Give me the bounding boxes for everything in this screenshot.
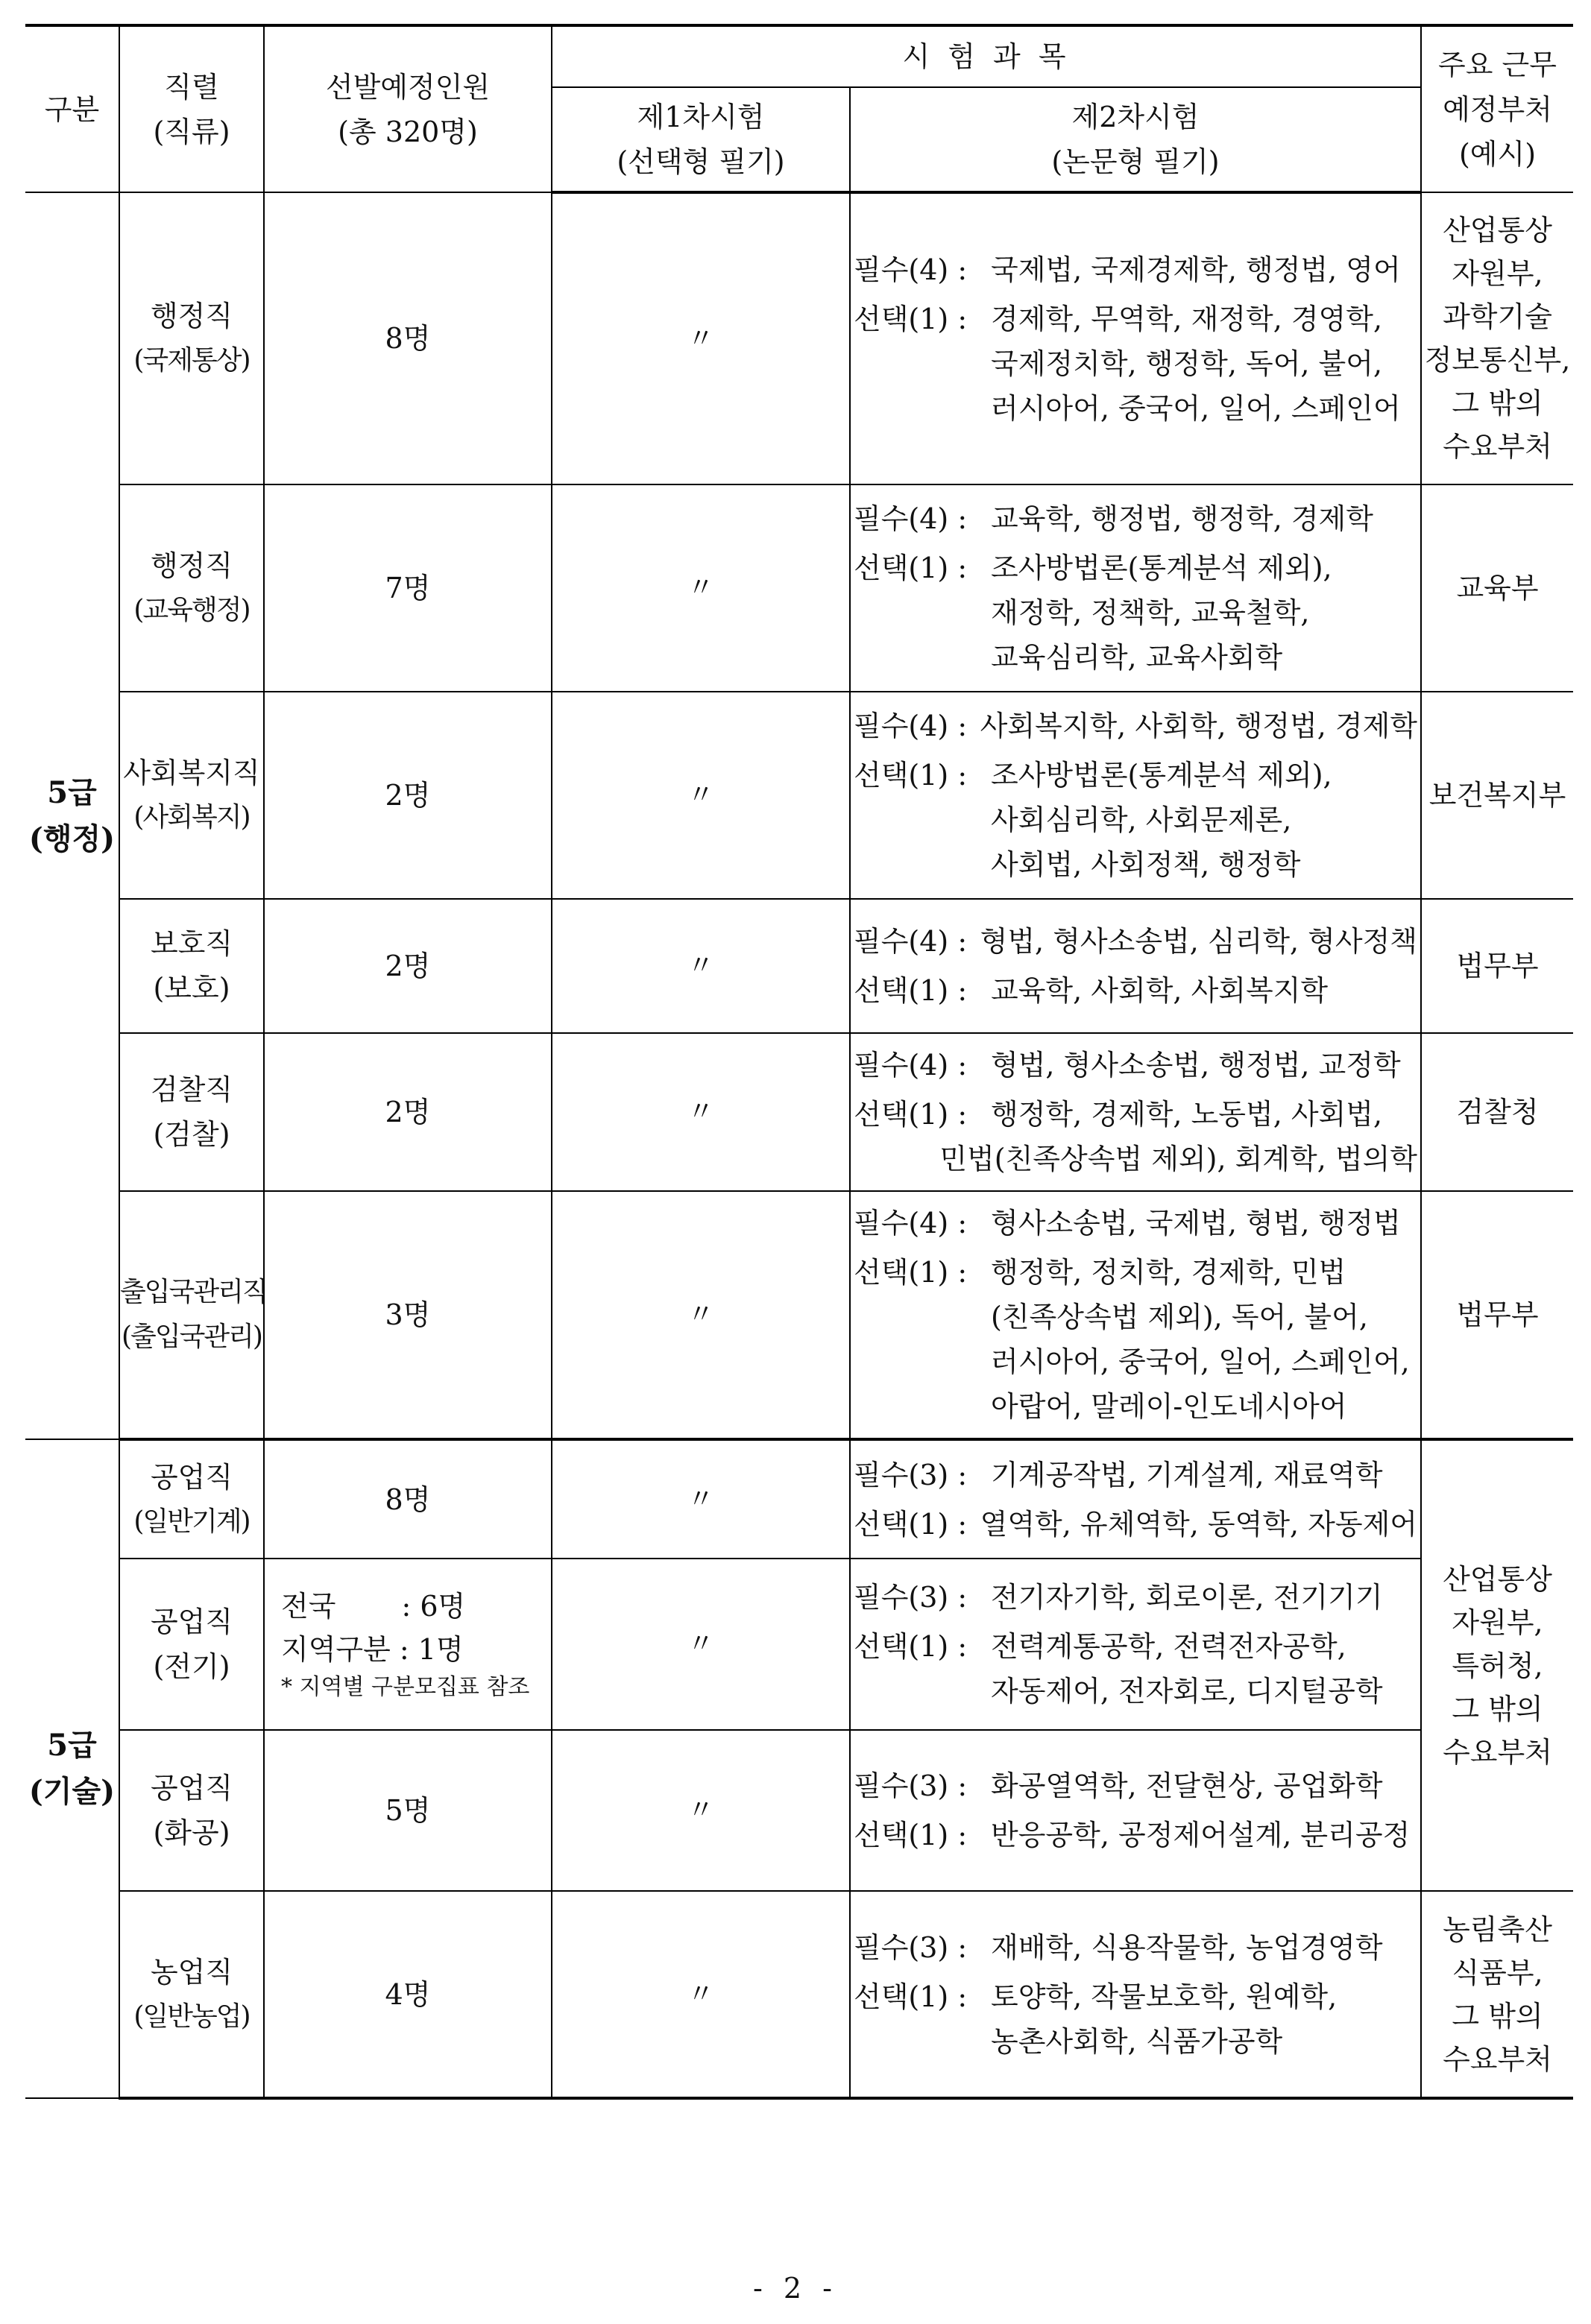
exam-line	[854, 1974, 1417, 2019]
exam-label: 필수(3) :	[854, 1930, 968, 1964]
dept-line: 수요부처	[1443, 1735, 1552, 1769]
exam-label: 선택(1) :	[854, 302, 968, 335]
exam-line	[854, 1137, 1417, 1181]
exam-line	[854, 341, 1417, 386]
exam-subjects: 전력계통공학, 전력전자공학,	[991, 1630, 1346, 1663]
table-row	[25, 692, 1573, 899]
selection-cell: 8명	[264, 1439, 552, 1559]
header-series-line2: (직류)	[153, 115, 230, 148]
first-exam-cell: 〃	[552, 484, 850, 692]
second-exam-cell	[850, 1439, 1421, 1559]
series-line: 검찰직	[150, 1073, 233, 1106]
second-exam-cell	[850, 692, 1421, 899]
series-line: 보호직	[150, 927, 233, 960]
dept-line: 농림축산	[1443, 1913, 1552, 1946]
dept-line: 검찰청	[1456, 1096, 1539, 1128]
grade-cell	[25, 192, 119, 1439]
exam-line	[854, 635, 1417, 680]
exam-label: 선택(1) :	[854, 1819, 968, 1851]
series-cell	[119, 1559, 264, 1730]
exam-line	[854, 1624, 1417, 1669]
dept-cell	[1421, 1033, 1573, 1191]
table-row	[25, 899, 1573, 1033]
exam-label: 선택(1) :	[854, 1256, 968, 1289]
elective-subjects	[854, 968, 1417, 1013]
selection-note: * 지역별 구분모집표 참조	[281, 1674, 530, 1700]
second-exam-cell	[850, 899, 1421, 1033]
exam-label	[854, 1669, 991, 1714]
dept-line: 보건복지부	[1428, 779, 1566, 812]
dept-line: 교육부	[1456, 572, 1539, 604]
dept-line: 그 밖의	[1452, 1692, 1543, 1725]
exam-line	[854, 1092, 1417, 1137]
first-exam-cell: 〃	[552, 692, 850, 899]
exam-label	[854, 1137, 939, 1181]
required-subjects	[854, 496, 1417, 541]
dept-line: 수요부처	[1443, 430, 1552, 463]
required-subjects	[854, 919, 1417, 964]
exam-subjects: 러시아어, 중국어, 일어, 스페인어,	[991, 1345, 1410, 1378]
header-first-exam	[552, 87, 850, 192]
exam-label: 선택(1) :	[854, 974, 968, 1007]
dept-line: 산업통상	[1443, 214, 1552, 247]
series-line: (일반기계)	[133, 1506, 250, 1537]
selection-cell	[264, 1559, 552, 1730]
elective-subjects	[854, 1502, 1417, 1547]
selection-cell: 2명	[264, 899, 552, 1033]
page-number: - 2 -	[752, 2272, 838, 2305]
exam-label: 필수(3) :	[854, 1458, 968, 1491]
dept-line: 자원부,	[1452, 257, 1543, 290]
exam-subjects: 기계공작법, 기계설계, 재료역학	[991, 1458, 1383, 1491]
exam-line	[854, 2019, 1417, 2064]
selection-cell: 4명	[264, 1891, 552, 2098]
grade-line: (기술)	[28, 1774, 116, 1809]
exam-label	[854, 798, 991, 842]
series-cell	[119, 484, 264, 692]
required-subjects	[854, 247, 1417, 292]
exam-line	[854, 968, 1417, 1013]
header-selection-line2: (총 320명)	[338, 115, 478, 148]
exam-line	[854, 919, 1417, 964]
selection-line: 지역구분 : 1명	[281, 1633, 464, 1666]
exam-subjects: 전기자기학, 회로이론, 전기기기	[991, 1581, 1383, 1614]
first-exam-cell: 〃	[552, 1559, 850, 1730]
exam-label	[854, 2019, 991, 2064]
exam-line	[854, 1043, 1417, 1087]
series-line: (화공)	[153, 1816, 230, 1849]
exam-line	[854, 590, 1417, 635]
dept-cell	[1421, 1891, 1573, 2098]
series-line: 공업직	[150, 1460, 233, 1494]
dept-cell	[1421, 899, 1573, 1033]
exam-line	[854, 496, 1417, 541]
table-row	[25, 1033, 1573, 1191]
required-subjects	[854, 1453, 1417, 1497]
exam-subjects: 국제법, 국제경제학, 행정법, 영어	[991, 253, 1401, 286]
dept-cell-shared	[1421, 1439, 1573, 1891]
exam-label	[854, 386, 991, 431]
exam-line	[854, 1925, 1417, 1970]
required-subjects	[854, 1763, 1417, 1808]
grade-cell	[25, 1439, 119, 2098]
dept-line: 그 밖의	[1452, 1999, 1543, 2033]
exam-label: 선택(1) :	[854, 1980, 968, 2013]
table-row	[25, 1439, 1573, 1559]
exam-subjects: 조사방법론(통계분석 제외),	[991, 759, 1332, 792]
header-dept-line3: (예시)	[1458, 137, 1537, 171]
header-dept	[1421, 25, 1573, 192]
header-second-exam	[850, 87, 1421, 192]
exam-line	[854, 386, 1417, 431]
first-exam-cell: 〃	[552, 899, 850, 1033]
series-line: (사회복지)	[133, 802, 250, 833]
exam-line	[854, 798, 1417, 842]
selection-cell: 8명	[264, 192, 552, 484]
table-row	[25, 484, 1573, 692]
series-cell	[119, 899, 264, 1033]
header-category: 구분	[25, 25, 119, 192]
exam-label	[854, 341, 991, 386]
series-cell	[119, 1191, 267, 1439]
second-exam-cell	[850, 1559, 1421, 1730]
exam-subjects: 아랍어, 말레이-인도네시아어	[991, 1390, 1347, 1423]
series-line: (출입국관리)	[122, 1322, 262, 1352]
elective-subjects	[854, 1624, 1417, 1714]
exam-subjects: 민법(친족상속법 제외), 회계학, 법의학	[939, 1143, 1418, 1175]
exam-label	[854, 635, 991, 680]
exam-line	[854, 1669, 1417, 1714]
selection-cell: 5명	[264, 1730, 552, 1891]
required-subjects	[854, 704, 1417, 748]
dept-line: 법무부	[1456, 1298, 1539, 1331]
series-cell	[119, 1439, 264, 1559]
selection-cell: 7명	[264, 484, 552, 692]
first-exam-cell: 〃	[552, 1891, 850, 2098]
elective-subjects	[854, 1092, 1417, 1181]
exam-label: 필수(4) :	[854, 253, 968, 286]
header-selection	[264, 25, 552, 192]
exam-line	[854, 842, 1417, 887]
first-exam-cell: 〃	[552, 1191, 850, 1439]
table-row	[25, 1891, 1573, 2098]
exam-label: 필수(3) :	[854, 1581, 968, 1614]
exam-subjects: 반응공학, 공정제어설계, 분리공정	[991, 1819, 1411, 1851]
exam-label: 필수(4) :	[854, 710, 968, 742]
table-body	[25, 192, 1573, 2098]
series-line: 행정직	[150, 300, 233, 332]
exam-line	[854, 753, 1417, 798]
required-subjects	[854, 1575, 1417, 1620]
exam-subjects: 화공열역학, 전달현상, 공업화학	[991, 1769, 1383, 1802]
header-first-line1: 제1차시험	[637, 101, 765, 133]
exam-label: 필수(4) :	[854, 502, 968, 535]
series-line: (국제통상)	[133, 345, 250, 376]
exam-line	[854, 1250, 1417, 1295]
exam-subjects: 토양학, 작물보호학, 원예학,	[991, 1980, 1338, 2013]
elective-subjects	[854, 297, 1417, 431]
grade-line: 5급	[47, 1728, 97, 1763]
exam-subjects: 러시아어, 중국어, 일어, 스페인어	[991, 391, 1401, 425]
dept-line: 정보통신부,	[1424, 344, 1571, 376]
exam-line	[854, 1339, 1417, 1384]
exam-label: 선택(1) :	[854, 1098, 968, 1131]
first-exam-cell: 〃	[552, 1439, 850, 1559]
grade-line: (행정)	[28, 821, 116, 856]
dept-line: 식품부,	[1452, 1956, 1543, 1989]
exam-label: 선택(1) :	[854, 552, 968, 584]
series-cell	[119, 1730, 264, 1891]
dept-line: 특허청,	[1452, 1649, 1543, 1682]
exam-line	[854, 546, 1417, 590]
header-selection-line1: 선발예정인원	[325, 70, 491, 104]
recruitment-table-sheet	[25, 24, 1573, 2100]
exam-label: 선택(1) :	[854, 1507, 968, 1541]
header-subjects: 시 험 과 목	[552, 25, 1421, 87]
first-exam-cell: 〃	[552, 1033, 850, 1191]
elective-subjects	[854, 1813, 1417, 1857]
second-exam-cell	[850, 484, 1421, 692]
grade-line: 5급	[47, 774, 97, 810]
series-line: (일반농업)	[133, 2001, 250, 2032]
series-line: (검찰)	[153, 1118, 230, 1151]
exam-subjects: 재배학, 식용작물학, 농업경영학	[991, 1930, 1383, 1964]
series-line: 사회복지직	[123, 757, 260, 789]
exam-label: 선택(1) :	[854, 1630, 968, 1663]
series-line: 행정직	[150, 549, 233, 582]
exam-subject-table	[25, 24, 1573, 2100]
exam-subjects: 사회심리학, 사회문제론,	[991, 803, 1292, 836]
exam-line	[854, 1575, 1417, 1620]
exam-label: 필수(4) :	[854, 925, 968, 958]
exam-subjects: 교육학, 사회학, 사회복지학	[991, 974, 1329, 1007]
header-row-1	[25, 25, 1573, 87]
elective-subjects	[854, 753, 1417, 887]
series-cell	[119, 692, 264, 899]
exam-subjects: 사회법, 사회정책, 행정학	[991, 848, 1301, 881]
second-exam-cell	[850, 1730, 1421, 1891]
exam-subjects: 자동제어, 전자회로, 디지털공학	[991, 1675, 1383, 1708]
exam-line	[854, 1763, 1417, 1808]
exam-line	[854, 1384, 1417, 1429]
exam-label	[854, 590, 991, 635]
second-exam-cell	[850, 192, 1421, 484]
series-line: 농업직	[150, 1955, 233, 1989]
exam-label	[854, 1295, 991, 1339]
series-line: (보호)	[153, 972, 230, 1005]
selection-cell: 3명	[264, 1191, 552, 1439]
second-exam-cell	[850, 1891, 1421, 2098]
dept-line: 산업통상	[1443, 1562, 1552, 1596]
table-row	[25, 1191, 1573, 1439]
exam-line	[854, 1295, 1417, 1339]
series-line: 공업직	[150, 1605, 233, 1638]
table-row	[25, 1730, 1573, 1891]
selection-line: 전국 : 6명	[281, 1590, 466, 1623]
exam-line	[854, 1453, 1417, 1497]
exam-subjects: 농촌사회학, 식품가공학	[991, 2024, 1283, 2058]
dept-line: 법무부	[1456, 950, 1539, 982]
dept-cell	[1421, 1191, 1573, 1439]
required-subjects	[854, 1201, 1417, 1245]
series-cell	[119, 1033, 264, 1191]
first-exam-cell: 〃	[552, 1730, 850, 1891]
exam-subjects: 형법, 형사소송법, 행정법, 교정학	[991, 1049, 1401, 1082]
dept-line: 그 밖의	[1452, 387, 1543, 420]
dept-cell	[1421, 484, 1573, 692]
header-second-line1: 제2차시험	[1071, 101, 1200, 133]
elective-subjects	[854, 1974, 1417, 2064]
series-cell	[119, 1891, 264, 2098]
header-series-line1: 직렬	[164, 70, 219, 104]
exam-subjects: 국제정치학, 행정학, 독어, 불어,	[991, 347, 1383, 380]
exam-subjects: 행정학, 경제학, 노동법, 사회법,	[991, 1098, 1383, 1131]
exam-label: 선택(1) :	[854, 759, 968, 792]
series-cell	[119, 192, 264, 484]
exam-line	[854, 1201, 1417, 1245]
dept-line: 과학기술	[1443, 300, 1552, 333]
selection-cell: 2명	[264, 692, 552, 899]
table-row	[25, 1559, 1573, 1730]
dept-line: 수요부처	[1443, 2042, 1552, 2076]
series-line: (교육행정)	[133, 595, 250, 625]
exam-subjects: 열역학, 유체역학, 동역학, 자동제어	[980, 1507, 1418, 1541]
dept-cell	[1421, 692, 1573, 899]
series-line: (전기)	[153, 1650, 230, 1683]
exam-subjects: 행정학, 정치학, 경제학, 민법	[991, 1256, 1346, 1289]
exam-label	[854, 1339, 991, 1384]
exam-line	[854, 1502, 1417, 1547]
header-dept-line2: 예정부처	[1443, 92, 1552, 126]
header-first-line2: (선택형 필기)	[617, 145, 785, 178]
exam-label	[854, 842, 991, 887]
exam-subjects: 재정학, 정책학, 교육철학,	[991, 596, 1310, 629]
exam-subjects: 사회복지학, 사회학, 행정법, 경제학	[980, 710, 1418, 742]
exam-subjects: 형법, 형사소송법, 심리학, 형사정책	[980, 925, 1418, 958]
series-line: 출입국관리직	[120, 1277, 267, 1307]
exam-subjects: 경제학, 무역학, 재정학, 경영학,	[991, 302, 1383, 335]
exam-line	[854, 704, 1417, 748]
second-exam-cell	[850, 1033, 1421, 1191]
header-dept-line1: 주요 근무	[1438, 48, 1557, 81]
exam-subjects: 형사소송법, 국제법, 형법, 행정법	[991, 1207, 1401, 1240]
first-exam-cell: 〃	[552, 192, 850, 484]
header-second-line2: (논문형 필기)	[1051, 145, 1220, 178]
table-row	[25, 192, 1573, 484]
exam-subjects: 조사방법론(통계분석 제외),	[991, 552, 1332, 584]
dept-cell	[1421, 192, 1573, 484]
dept-line: 자원부,	[1452, 1605, 1543, 1639]
exam-subjects: (친족상속법 제외), 독어, 불어,	[991, 1301, 1368, 1333]
series-line: 공업직	[150, 1772, 233, 1804]
exam-line	[854, 247, 1417, 292]
required-subjects	[854, 1925, 1417, 1970]
exam-label: 필수(4) :	[854, 1049, 968, 1082]
exam-label	[854, 1384, 991, 1429]
header-series	[119, 25, 264, 192]
exam-subjects: 교육심리학, 교육사회학	[991, 641, 1283, 674]
exam-line	[854, 1813, 1417, 1857]
exam-label: 필수(4) :	[854, 1207, 968, 1240]
elective-subjects	[854, 546, 1417, 680]
second-exam-cell	[850, 1191, 1421, 1439]
elective-subjects	[854, 1250, 1417, 1429]
required-subjects	[854, 1043, 1417, 1087]
selection-cell: 2명	[264, 1033, 552, 1191]
exam-label: 필수(3) :	[854, 1769, 968, 1802]
exam-line	[854, 297, 1417, 341]
exam-subjects: 교육학, 행정법, 행정학, 경제학	[991, 502, 1373, 535]
